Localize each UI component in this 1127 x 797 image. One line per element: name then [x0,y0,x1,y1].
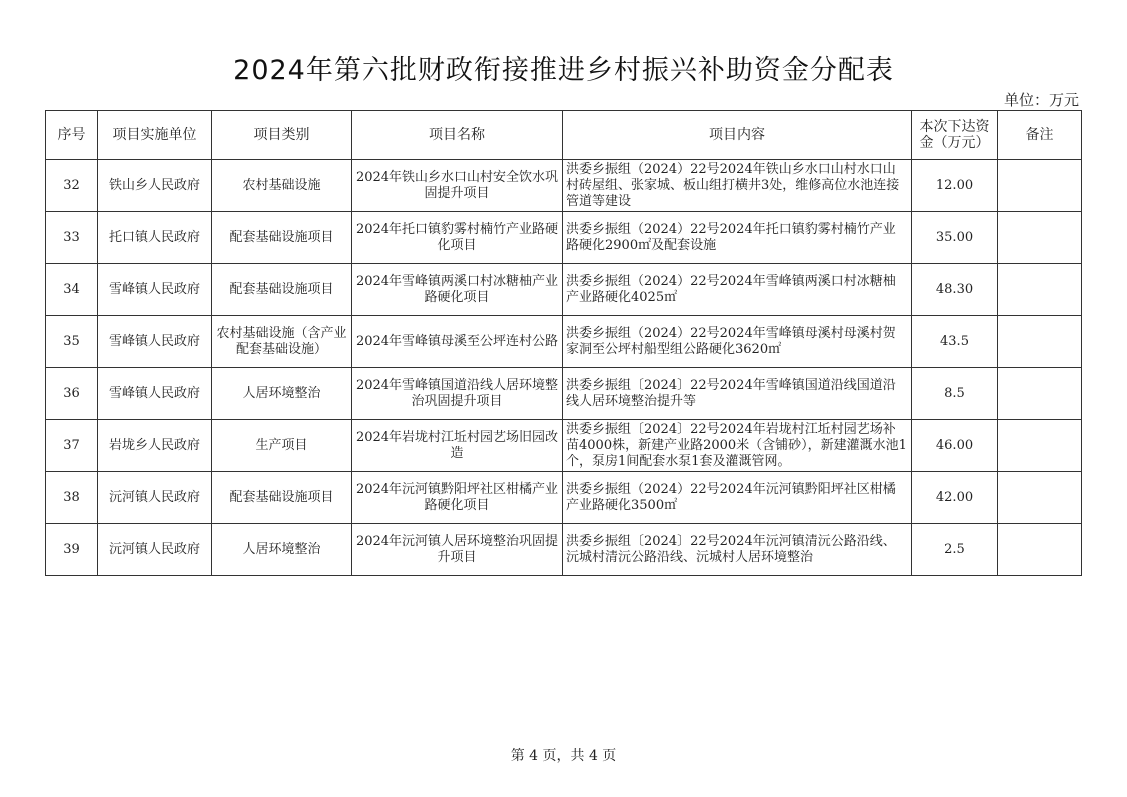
cell-content: 洪委乡振组〔2024〕22号2024年岩垅村江坵村园艺场补苗4000株，新建产业路2000米（含铺砂），新建灌溉水池1个，泵房1间配套水泵1套及灌溉管网。 [563,420,912,472]
cell-funds: 43.5 [912,316,998,368]
cell-no: 32 [46,160,98,212]
cell-remark [998,368,1082,420]
cell-no: 37 [46,420,98,472]
cell-content: 洪委乡振组（2024）22号2024年托口镇豹雾村楠竹产业路硬化2900㎡及配套设施 [563,212,912,264]
cell-funds: 35.00 [912,212,998,264]
cell-content: 洪委乡振组（2024）22号2024年沅河镇黔阳坪社区柑橘产业路硬化3500㎡ [563,472,912,524]
header-category: 项目类别 [212,111,352,160]
cell-category: 人居环境整治 [212,368,352,420]
cell-no: 33 [46,212,98,264]
table-row [46,472,1082,524]
cell-name: 2024年铁山乡水口山村安全饮水巩固提升项目 [352,160,563,212]
cell-category: 配套基础设施项目 [212,212,352,264]
cell-no: 38 [46,472,98,524]
header-unit: 项目实施单位 [98,111,212,160]
header-no: 序号 [46,111,98,160]
cell-name: 2024年沅河镇人居环境整治巩固提升项目 [352,524,563,576]
cell-category: 农村基础设施 [212,160,352,212]
cell-unit: 雪峰镇人民政府 [98,368,212,420]
cell-unit: 沅河镇人民政府 [98,472,212,524]
header-name: 项目名称 [352,111,563,160]
cell-content: 洪委乡振组（2024）22号2024年铁山乡水口山村水口山村砖屋组、张家城、板山组打横井3处，维修高位水池连接管道等建设 [563,160,912,212]
cell-category: 生产项目 [212,420,352,472]
header-content: 项目内容 [563,111,912,160]
table-row [46,264,1082,316]
cell-remark [998,420,1082,472]
cell-funds: 8.5 [912,368,998,420]
cell-unit: 铁山乡人民政府 [98,160,212,212]
cell-unit: 沅河镇人民政府 [98,524,212,576]
cell-name: 2024年雪峰镇母溪至公坪连村公路 [352,316,563,368]
cell-funds: 42.00 [912,472,998,524]
unit-label: 单位：万元 [1003,91,1079,109]
cell-category: 人居环境整治 [212,524,352,576]
cell-no: 35 [46,316,98,368]
table-row [46,160,1082,212]
cell-category: 配套基础设施项目 [212,264,352,316]
cell-no: 36 [46,368,98,420]
cell-category: 配套基础设施项目 [212,472,352,524]
cell-no: 34 [46,264,98,316]
cell-content: 洪委乡振组（2024）22号2024年雪峰镇母溪村母溪村贺家洞至公坪村船型组公路硬化3620㎡ [563,316,912,368]
table-row [46,368,1082,420]
cell-remark [998,472,1082,524]
cell-name: 2024年雪峰镇国道沿线人居环境整治巩固提升项目 [352,368,563,420]
page-footer: 第 4 页，共 4 页 [510,748,617,764]
table-row [46,212,1082,264]
cell-unit: 托口镇人民政府 [98,212,212,264]
cell-funds: 48.30 [912,264,998,316]
cell-remark [998,264,1082,316]
cell-remark [998,316,1082,368]
cell-unit: 雪峰镇人民政府 [98,316,212,368]
cell-name: 2024年雪峰镇两溪口村冰糖柚产业路硬化项目 [352,264,563,316]
page-title: 2024年第六批财政衔接推进乡村振兴补助资金分配表 [233,55,894,86]
cell-name: 2024年沅河镇黔阳坪社区柑橘产业路硬化项目 [352,472,563,524]
table-header-row [46,111,1082,160]
cell-content: 洪委乡振组〔2024〕22号2024年雪峰镇国道沿线国道沿线人居环境整治提升等 [563,368,912,420]
cell-name: 2024年托口镇豹雾村楠竹产业路硬化项目 [352,212,563,264]
cell-remark [998,160,1082,212]
cell-category: 农村基础设施（含产业配套基础设施） [212,316,352,368]
cell-funds: 12.00 [912,160,998,212]
cell-unit: 岩垅乡人民政府 [98,420,212,472]
table-row [46,420,1082,472]
allocation-table [45,110,1082,576]
cell-remark [998,524,1082,576]
cell-content: 洪委乡振组（2024）22号2024年雪峰镇两溪口村冰糖柚产业路硬化4025㎡ [563,264,912,316]
cell-remark [998,212,1082,264]
cell-name: 2024年岩垅村江坵村园艺场旧园改造 [352,420,563,472]
table-row [46,524,1082,576]
cell-unit: 雪峰镇人民政府 [98,264,212,316]
cell-funds: 2.5 [912,524,998,576]
cell-no: 39 [46,524,98,576]
cell-content: 洪委乡振组〔2024〕22号2024年沅河镇清沅公路沿线、沅城村清沅公路沿线、沅城村人居环境整治 [563,524,912,576]
header-remark: 备注 [998,111,1082,160]
header-funds: 本次下达资金（万元） [912,111,998,160]
cell-funds: 46.00 [912,420,998,472]
table-row [46,316,1082,368]
